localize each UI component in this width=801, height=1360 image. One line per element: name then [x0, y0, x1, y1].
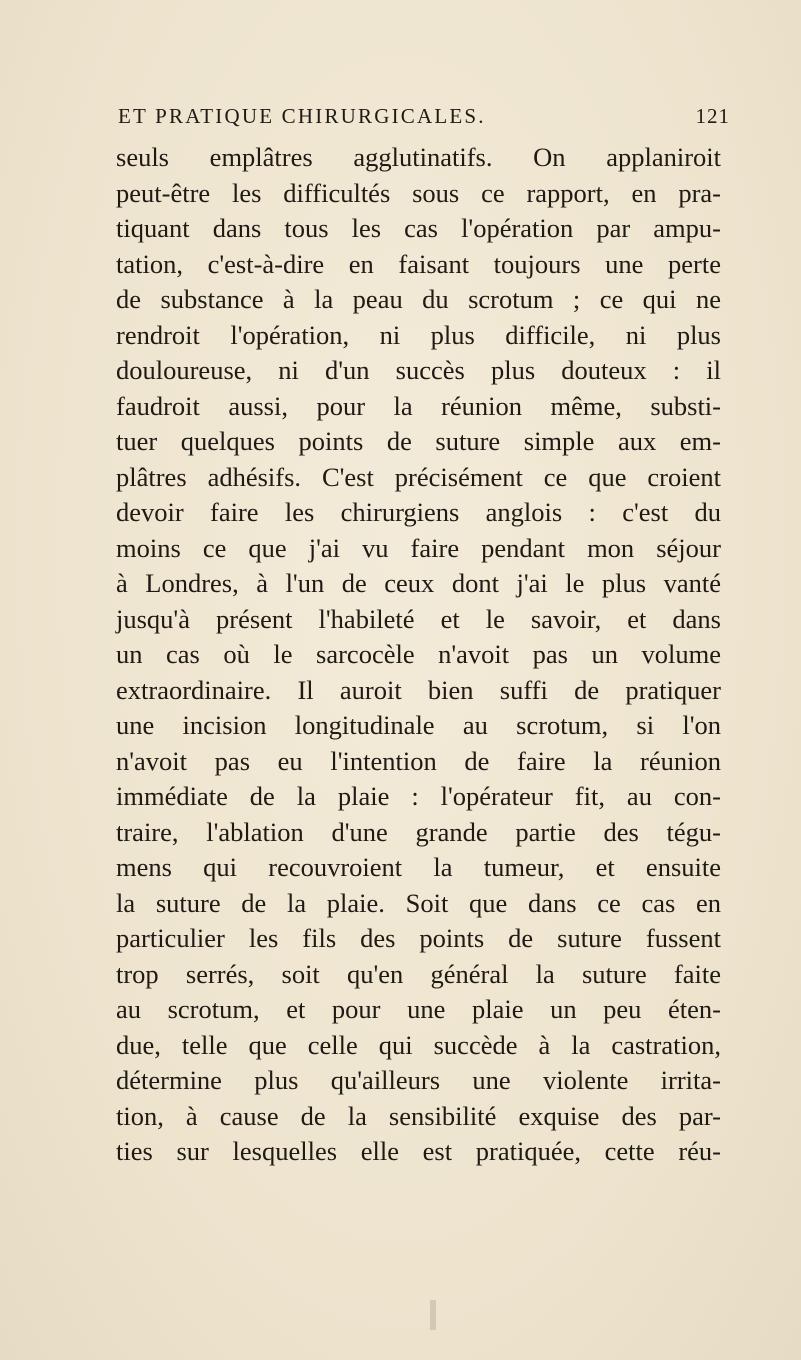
text-line: n'avoit pas eu l'intention de faire la réunion: [116, 745, 721, 776]
text-line: trop serrés, soit qu'en général la suture faite: [116, 958, 721, 989]
page-number: 121: [695, 104, 730, 128]
text-line: tuer quelques points de suture simple aux em-: [116, 426, 721, 456]
text-line: détermine plus qu'ailleurs une violente irrita-: [116, 1065, 721, 1095]
text-line: traire, l'ablation d'une grande partie des tégu-: [116, 816, 721, 847]
text-line: rendroit l'opération, ni plus difficile, ni plus: [116, 319, 721, 350]
running-head: [118, 96, 730, 136]
text-line: extraordinaire. Il auroit bien suffi de pratiquer: [116, 674, 721, 705]
text-line: immédiate de la plaie : l'opérateur fit, au con-: [116, 781, 721, 811]
text-line: la suture de la plaie. Soit que dans ce cas en: [116, 887, 721, 918]
text-line: peut-être les difficultés sous ce rapport, en pra-: [116, 177, 721, 208]
text-line: au scrotum, et pour une plaie un peu éten-: [116, 994, 721, 1024]
text-line: due, telle que celle qui succède à la castration,: [116, 1029, 721, 1060]
body-text: [116, 140, 721, 1170]
text-line: devoir faire les chirurgiens anglois : c'est du: [116, 497, 721, 527]
text-line: de substance à la peau du scrotum ; ce qui ne: [116, 284, 721, 314]
text-line: à Londres, à l'un de ceux dont j'ai le plus vanté: [116, 568, 721, 598]
text-line: particulier les fils des points de suture fussent: [116, 923, 721, 953]
text-line: un cas où le sarcocèle n'avoit pas un volume: [116, 639, 721, 669]
text-line: tation, c'est-à-dire en faisant toujours une perte: [116, 248, 721, 279]
text-line: moins ce que j'ai vu faire pendant mon séjour: [116, 532, 721, 563]
text-line: une incision longitudinale au scrotum, si l'on: [116, 710, 721, 740]
text-line: mens qui recouvroient la tumeur, et ensuite: [116, 852, 721, 882]
text-line: faudroit aussi, pour la réunion même, substi-: [116, 390, 721, 421]
text-line: tiquant dans tous les cas l'opération par ampu-: [116, 213, 721, 243]
text-line: ties sur lesquelles elle est pratiquée, cette réu-: [116, 1136, 721, 1166]
text-line: tion, à cause de la sensibilité exquise des par-: [116, 1100, 721, 1131]
text-line: douloureuse, ni d'un succès plus douteux : il: [116, 355, 721, 385]
text-line: seuls emplâtres agglutinatifs. On applaniroit: [116, 142, 721, 172]
paper-smudge: [430, 1300, 436, 1330]
running-head-title: ET PRATIQUE CHIRURGICALES.: [118, 104, 486, 128]
text-line: plâtres adhésifs. C'est précisément ce que croient: [116, 461, 721, 492]
text-line: jusqu'à présent l'habileté et le savoir, et dans: [116, 603, 721, 634]
